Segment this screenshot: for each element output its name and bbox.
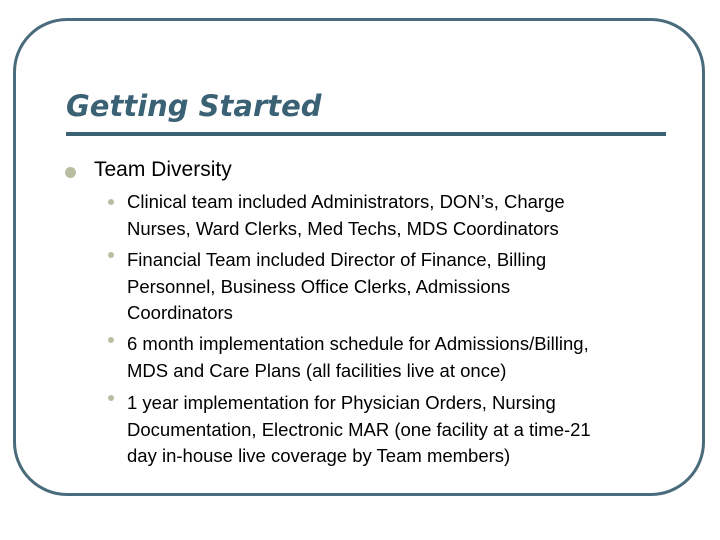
sub-bullet-dot-icon: [108, 337, 114, 343]
slide-title: Getting Started: [66, 89, 322, 123]
list-item-line: Nurses, Ward Clerks, Med Techs, MDS Coordinators: [127, 217, 559, 239]
list-item-line: MDS and Care Plans (all facilities live at once): [127, 359, 507, 381]
list-item-line: Coordinators: [127, 302, 233, 323]
list-item-line: 1 year implementation for Physician Orders, Nursing: [127, 392, 556, 413]
sub-bullet-dot-icon: [108, 252, 114, 258]
sub-bullet-dot-icon: [108, 199, 114, 205]
list-item-line: Financial Team included Director of Finance, Billing: [127, 249, 547, 270]
bullet-dot-icon: [65, 167, 76, 178]
bullet-team-diversity: Team Diversity: [94, 158, 232, 181]
list-item-line: Clinical team included Administrators, DON’s, Charge: [127, 191, 565, 212]
list-item-line: 6 month implementation schedule for Admissions/Billing,: [127, 333, 589, 354]
sub-bullet-dot-icon: [108, 395, 114, 401]
list-item-line: day in-house live coverage by Team members): [127, 445, 511, 466]
list-item-line: Personnel, Business Office Clerks, Admissions: [127, 275, 511, 297]
list-item-line: Documentation, Electronic MAR (one facility at a time-21: [127, 418, 591, 440]
